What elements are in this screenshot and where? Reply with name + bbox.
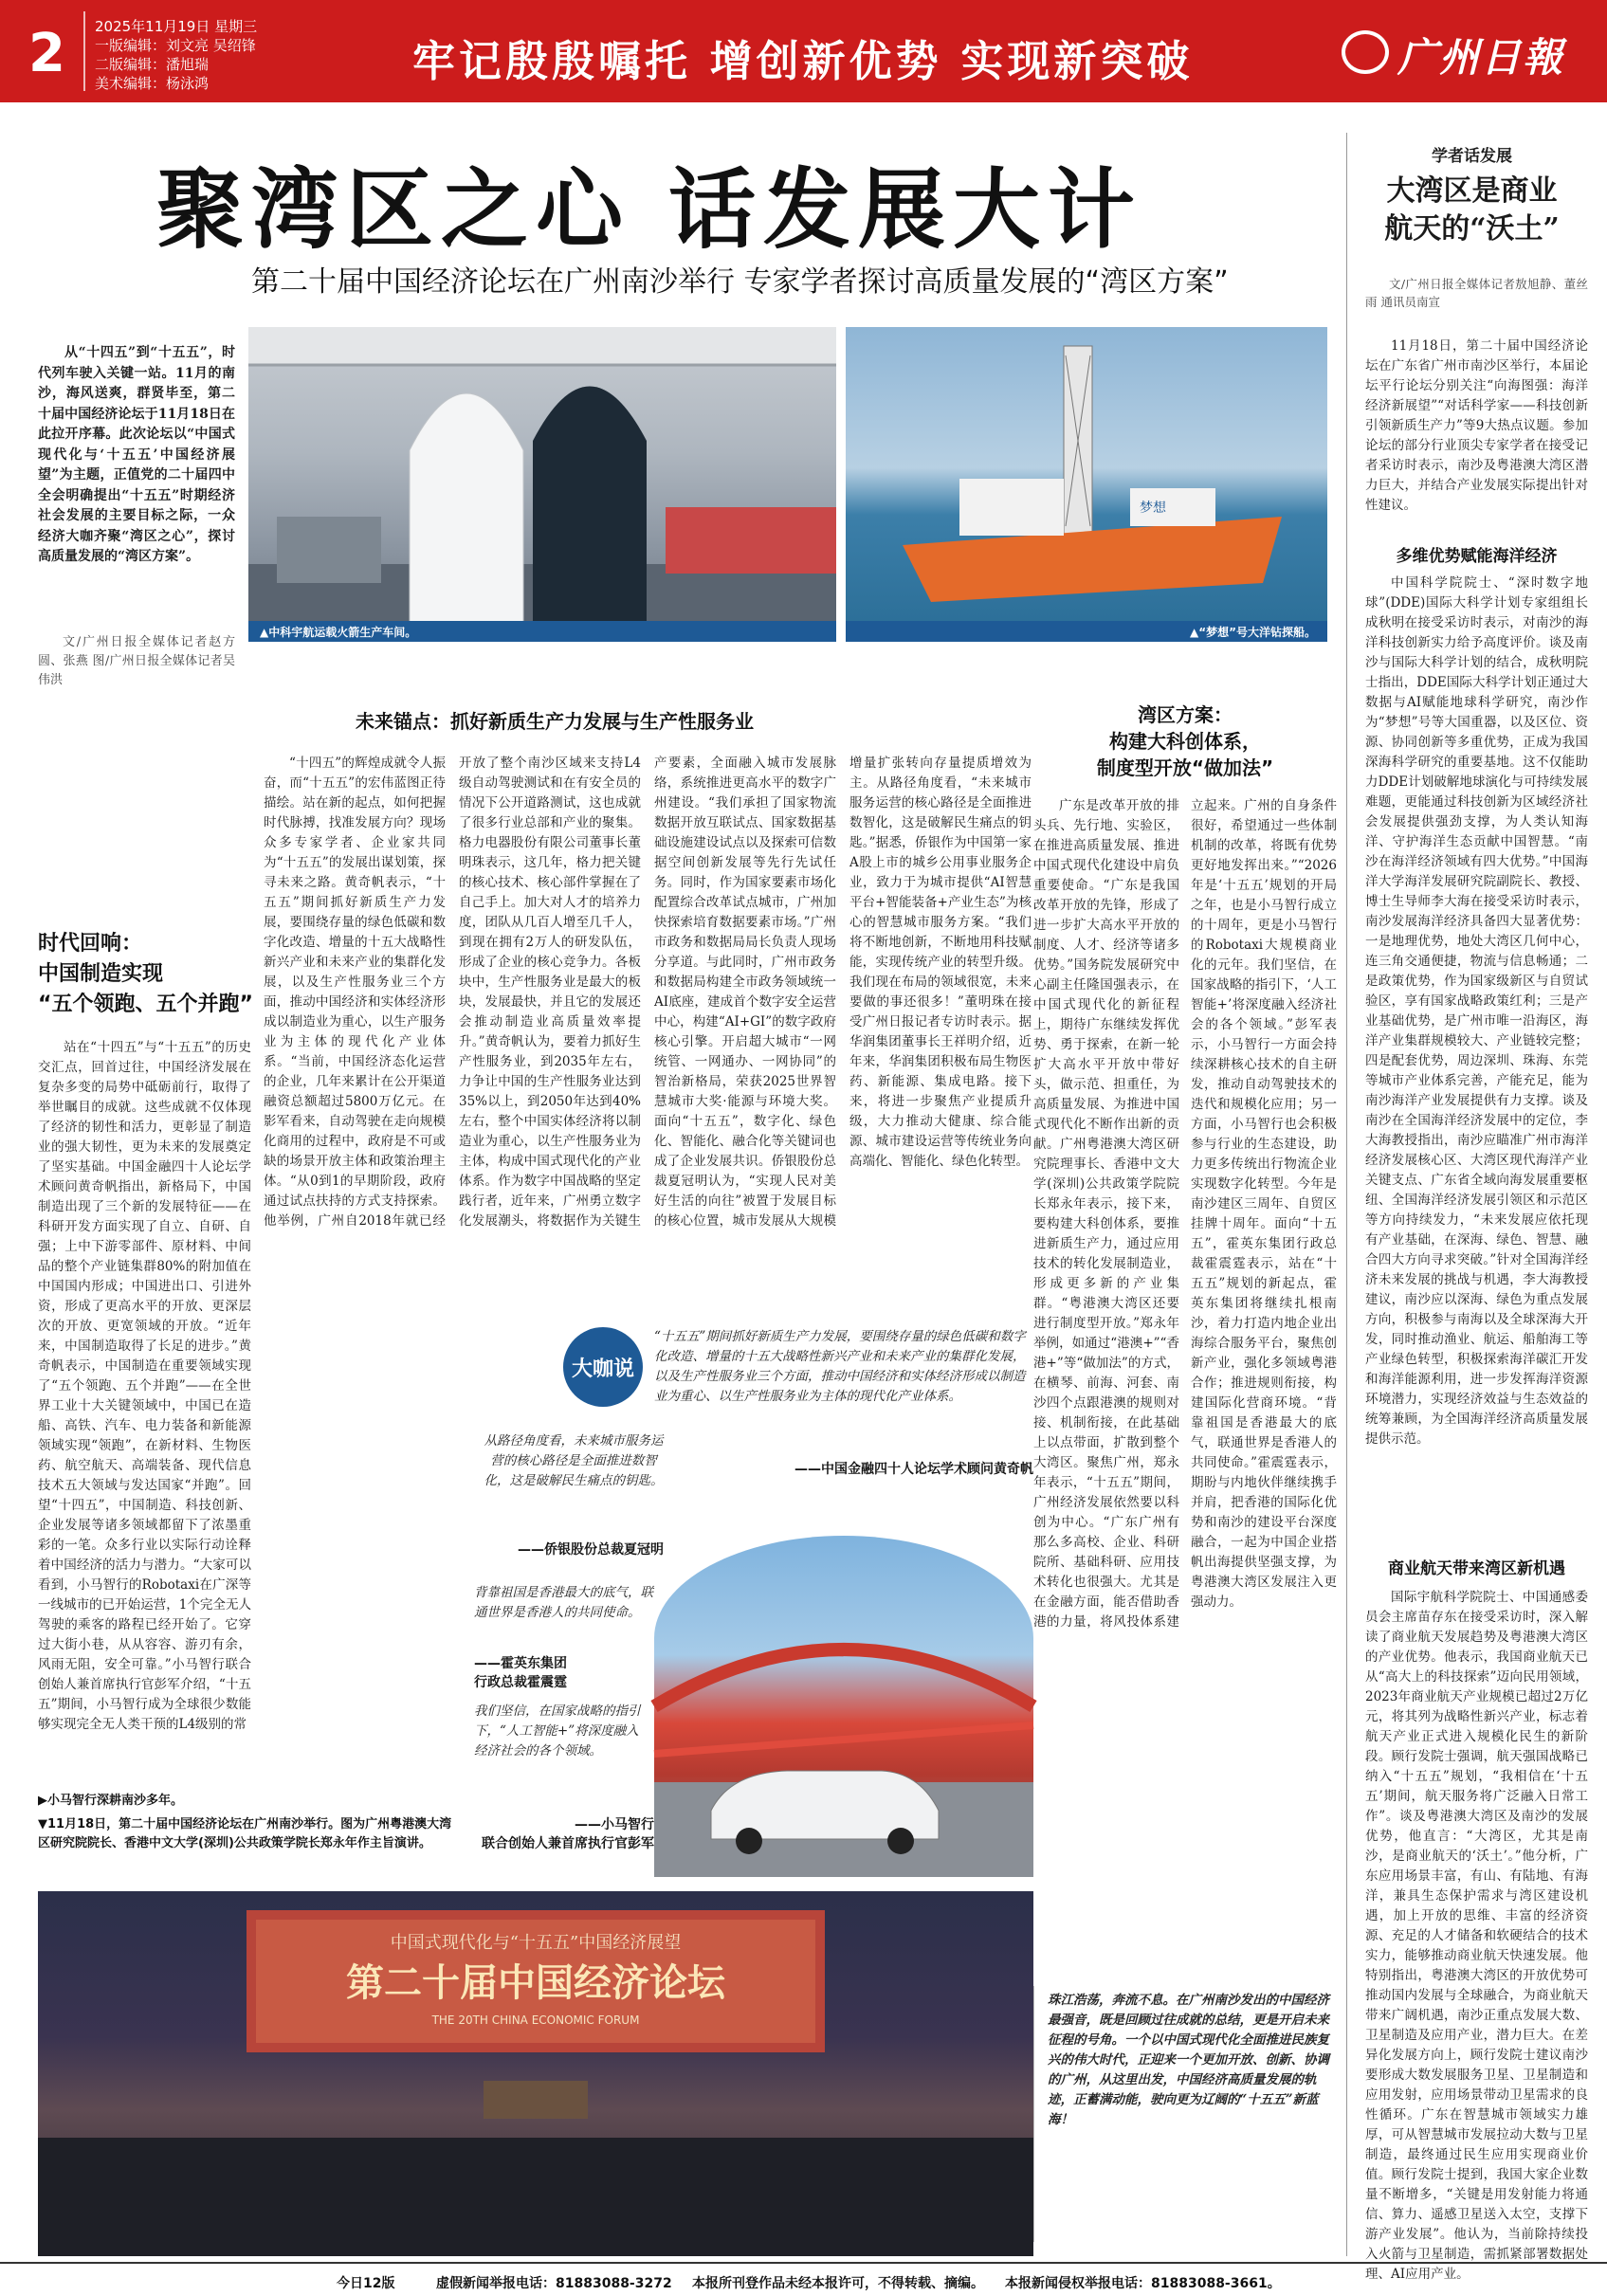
sidebar-divider bbox=[1346, 133, 1347, 2256]
article-body: 中国科学院院士、“深时数字地球”(DDE)国际大科学计划专家组组长成秋明在接受采访时表示，对南沙的海洋科技创新实力给予高度评价。谈及南沙与国际大科学计划的结合，成秋明院士指出，DDE国际大科学计划正通过大数据与AI赋能地球科学研究，南沙作为“梦想”号等大国重器，以及区位、资源、协同创新等多重优势，正成为我国深海科学研究的重要基地。这不仅能助力DDE计划破解地球演化与可持续发展难题，更能通过科技创新为区域经济社会发展提供强劲支撑，为人类认知海洋、守护海洋生态贡献中国智慧。“南沙在海洋经济领域有四大优势。”中国海洋大学海洋发展研究院副院长、教授、博士生导师李大海在接受采访时表示，南沙发展海洋经济具备四大显著优势：一是地理优势，地处大湾区几何中心，连三角交通便捷，物流与信息畅通；二是政策优势，作为国家级新区与自贸试验区，享有国家战略政策红利；三是产业基础优势，是广州市唯一沿海区，海洋产业集群规模较大、产业链较完整；四是配套优势，周边深圳、珠海、东莞等城市产业体系完善，产能充足，能为南沙海洋产业发展提供有力支撑。谈及南沙在全国海洋经济发展中的定位，李大海教授指出，南沙应瞄准广州市海洋经济发展核心区、大湾区现代海洋产业关键支点、广东省全域向海发展重要枢纽、全国海洋经济发展引领区和示范区等方向持续发力，“未来发展应依托现有产业基础，在深海、绿色、智慧、融合四大方向寻求突破。”针对全国海洋经济未来发展的挑战与机遇，李大海教授建议，南沙应以深海、绿色为重点发展方向，积极参与南海以及全球深海大开发，同时推动渔业、航运、船舶海工等产业绿色转型，积极探索海洋碳汇开发和海洋能源利用，进一步发挥海洋资源环境潜力，实现经济效益与生态效益的统筹兼顾，为全国海洋经济高质量发展提供示范。 bbox=[1365, 575, 1588, 1447]
article-body: 站在“十四五”与“十五五”的历史交汇点，回首过往，中国经济发展在复杂多变的局势中砥砺前行，取得了举世瞩目的成就。这些成就不仅体现了经济的韧性和活力，更彰显了制造业的强大韧性，更为未来的发展奠定了坚实基础。中国金融四十人论坛学术顾问黄奇帆指出，新格局下，中国制造出现了三个新的发展特征——在科研开发方面实现了自立、自研、自强；上中下游零部件、原材料、中间品的整个产业链集群80%的附加值在中国国内形成；中国进出口、引进外资，形成了更高水平的开放、更深层次的开放、更宽领域的开放。“近年来，中国制造取得了长足的进步。”黄奇帆表示，中国制造在重要领域实现了“五个领跑、五个并跑”——在全世界工业十大关键领域中，中国已在造船、高铁、汽车、电力装备和新能源领域实现“领跑”，在新材料、生物医药、航空航天、高端装备、现代信息技术五大领域与发达国家“并跑”。回望“十四五”，中国制造、科技创新、企业发展等诸多领域都留下了浓墨重彩的一笔。众多行业以实际行动诠释着中国经济的活力与潜力。“大家可以看到，小马智行的Robotaxi在广深等一线城市的已开始运营，1个完全无人驾驶的乘客的路程已经开始了。它穿过大街小巷，从从容容、游刃有余，风雨无阻，安全可靠。”小马智行联合创始人兼首席执行官彭军介绍，“十五五”期间，小马智行成为全球很少数能够实现完全无人类干预的L4级别的常 bbox=[38, 1040, 251, 1732]
article-body: 11月18日，第二十届中国经济论坛在广东省广州市南沙区举行，本届论坛平行论坛分别关注“向海图强：海洋经济新展望”“对话科学家——科技创新引领新质生产力”等9大热点议题。参加论坛的部分行业顶尖专家学者在接受记者采访时表示，南沙及粤港澳大湾区潜力巨大，并结合产业发展实际提出针对性建议。 bbox=[1365, 338, 1588, 513]
rocket-factory-photo bbox=[248, 327, 836, 640]
stage-text: 第二十届中国经济论坛 bbox=[346, 1960, 725, 2005]
quote-text: “十五五”期间抓好新质生产力发展，要围绕存量的绿色低碳和数字化改造、增量的十五大战略性新兴产业和未来产业的集群化发展，以及生产性服务业三个方面，推动中国经济和实体经济形成以制造业为重心、以生产性服务业为主体的现代化产业体系。 bbox=[654, 1329, 1026, 1404]
newspaper-logo-icon bbox=[1342, 30, 1389, 74]
editor-line: 美术编辑：杨泳鸿 bbox=[95, 75, 210, 92]
footer-hotline: 虚假新闻举报电话：81883088-3272 bbox=[436, 2276, 672, 2291]
section-heading: 未来锚点：抓好新质生产力发展与生产性服务业 bbox=[356, 710, 754, 733]
section-heading: 湾区方案： 构建大科创体系， 制度型开放“做加法” bbox=[1096, 703, 1274, 779]
quote-source: ——小马智行 联合创始人兼首席执行官彭军 bbox=[482, 1817, 654, 1851]
date-line: 2025年11月19日 星期三 bbox=[95, 18, 258, 35]
article-body: 广东是改革开放的排头兵、先行地、实验区，在推进高质量发展、推进中国式现代化建设中肩负重要使命。“广东是我国改革开放的先锋，形成了进一步扩大高水平开放的制度、人才、经济等诸多优势。”国务院发展研究中心副主任隆国强表示，在中国式现代化的新征程上，期待广东继续发挥优势、勇于探索，在新一轮扩大高水平开放中带好头，做示范、担重任，为高质量发展、为推进中国式现代化不断作出新的贡献。广州粤港澳大湾区研究院理事长、香港中文大学(深圳)公共政策学院院长郑永年表示，接下来，要构建大科创体系，要推进新质生产力，通过应用技术的转化发展制造业，形成更多新的产业集群。“粤港澳大湾区还要进行制度型开放。”郑永年举例，如通过“港澳+”“香港+”等“做加法”的方式，在横琴、前海、河套、南沙四个点跟港澳的规则对接、机制衔接，在此基础上以点带面，扩散到整个大湾区。聚焦广州，郑永年表示，“十五五”期间，广州经济发展依然要以科创为中心。“广东广州有那么多高校、企业、科研院所、基础科研、应用技术转化也很强大。尤其是在金融方面，能否借助香港的力量，将风投体系建立起来。广州的自身条件很好，希望通过一些体制机制的改革，将既有优势更好地发挥出来。”“2026年是‘十五五’规划的开局之年，也是小马智行成立的十周年，更是小马智行的Robotaxi大规模商业化的元年。我们坚信，在国家战略的指引下，‘人工智能+’将深度融入经济社会的各个领域。”彭军表示，小马智行一方面会持续深耕核心技术的自主研发，推动自动驾驶技术的迭代和规模化应用；另一方面，小马智行也会积极参与行业的生态建设，助力更多传统出行物流企业实现数字化转型。今年是南沙建区三周年、自贸区挂牌十周年。面向“十五五”，霍英东集团行政总裁霍震霆表示，站在“十五五”规划的新起点，霍英东集团将继续扎根南沙，着力打造内地企业出海综合服务平台，聚焦创新产业，强化多领域粤港合作；推进规则衔接，构建国际化营商环境。“背靠祖国是香港最大的底气，联通世界是香港人的共同使命。”霍震霆表示，期盼与内地伙伴继续携手并肩，把香港的国际化优势和南沙的建设平台深度融合，一起为中国企业搭帆出海提供坚强支撑，为粤港澳大湾区发展注入更强动力。 bbox=[1033, 798, 1337, 1630]
newspaper-logo: 广州日報 bbox=[1397, 34, 1565, 81]
lead-paragraph: 从“十四五”到“十五五”，时代列车驶入关键一站。11月的南沙，海风送爽，群贤毕至，第二十届中国经济论坛于11月18日在此拉开序幕。此次论坛以“中国式现代化与‘十五五’中国经济展望”为主题，正值党的二十届四中全会明确提出“十五五”时期经济社会发展的主要目标之际，一众经济大咖齐聚“湾区之心”，探讨高质量发展的“湾区方案”。 bbox=[38, 345, 235, 564]
page-number: 2 bbox=[28, 23, 65, 84]
page-title: 聚湾区之心 话发展大计 bbox=[156, 158, 1143, 261]
dashuo-badge: 大咖说 bbox=[563, 1327, 643, 1407]
header-slogan: 牢记殷殷嘱托 增创新优势 实现新突破 bbox=[412, 36, 1194, 86]
byline: 文/广州日报全媒体记者赵方圆、张燕 图/广州日报全媒体记者吴伟洪 bbox=[38, 635, 235, 687]
masthead-band bbox=[0, 0, 1607, 102]
quote-source: ——霍英东集团 行政总裁霍震霆 bbox=[474, 1656, 567, 1690]
editor-line: 一版编辑：刘文亮 吴绍锋 bbox=[95, 37, 256, 54]
quote-source: ——侨银股份总裁夏冠明 bbox=[518, 1542, 664, 1558]
footer-infringe-hotline: 本报新闻侵权举报电话：81883088-3661。 bbox=[1005, 2276, 1281, 2291]
article-body: “十四五”的辉煌成就令人振奋，而“十五五”的宏伟蓝图正待描绘。站在新的起点，如何把握时代脉搏，找准发展方向？现场众多专家学者、企业家共同为“十五五”的发展出谋划策，探寻未来之路。黄奇帆表示，“十五五”期间抓好新质生产力发展，要围绕存量的绿色低碳和数字化改造、增量的十五大战略性新兴产业和未来产业的集群化发展，以及生产性服务业三个方面，推动中国经济和实体经济形成以制造业为重心，以生产服务业为主体的现代化产业体系。“当前，中国经济态化运营的企业，几年来累计在公开渠道融资总额超过5800万亿元。在影军看来，自动驾驶在走向规模化商用的过程中，政府是不可或缺的场景开放主体和政策治理主体。“从0到1的早期阶段，政府通过试点扶持的方式支持探索。他举例，广州自2018年就已经开放了整个南沙区域来支持L4级自动驾驶测试和在有安全员的情况下公开道路测试，这也成就了很多行业总部和产业的聚集。格力电器股份有限公司董事长董明珠表示，这几年，格力把关键的核心技术、核心部件掌握在了自己手上。加大对人才的培养力度，团队从几百人增至几千人，到现在拥有2万人的研发队伍，形成了企业的核心竞争力。各板块中，生产性服务业是最大的板块，发展最快，并且它的发展还会推动制造业高质量效率提升。”黄奇帆认为，要着力抓好生产性服务业，到2035年左右，力争让中国的生产性服务业达到35%以上，到2050年达到40%左右，整个中国实体经济将以制造业为重心，以生产性服务业为主体，构成中国式现代化的产业体系。作为数字中国战略的坚定践行者，近年来，广州勇立数字化发展潮头，将数据作为关键生产要素，全面融入城市发展脉络，系统推进更高水平的数字广州建设。“我们承担了国家物流数据开放互联试点、国家数据基础设施建设试点以及探索可信数据空间创新发展等先行先试任务。同时，作为国家要素市场化配置综合改革试点城市，广州加快探索培育数据要素市场。”广州市政务和数据局局长负责人现场分享道。与此同时，广州市政务和数据局构建全市政务领域统一AI底座，建成首个数字安全运营中心，构建“AI+GI”的数字政府核心引擎。开启超大城市“一网统管、一网通办、一网协同”的智治新格局，荣获2025世界智慧城市大奖·能源与环境大奖。面向“十五五”，数字化、绿色化、智能化、融合化等关键词也成了企业发展共识。侨银股份总裁夏冠明认为，“实现人民对美好生活的向往”被置于发展目标的核心位置，城市发展从大规模增量扩张转向存量提质增效为主。从路径角度看，“未来城市服务运营的核心路径是全面推进数智化，这是破解民生痛点的钥匙。”据悉，侨银作为中国第一家A股上市的城乡公用事业服务企业，致力于为城市提供“AI智慧平台+智能装备+产业生态”为核心的智慧城市服务方案。“我们将不断地创新，不断地用科技赋能，实现传统产业的转型升级。我们现在布局的领域很宽，未来要做的事还很多！”董明珠在接受广州日报记者专访时表示。据华润集团董事长王祥明介绍，近年来，华润集团积极布局生物医药、新能源、集成电路。接下来，将进一步聚焦产业提质升级，大力推动大健康、综合能源、城市建设运营等传统业务向高端化、智能化、绿色化转型。 bbox=[264, 756, 1032, 1229]
sidebar-kicker: 学者话发展 bbox=[1432, 147, 1512, 166]
quote-text: 从路径角度看，未来城市服务运营的核心路径是全面推进数智化，这是破解民生痛点的钥匙。 bbox=[484, 1433, 664, 1488]
robotaxi-photo bbox=[654, 1536, 1033, 1877]
stage-text: 中国式现代化与“十五五”中国经济展望 bbox=[390, 1933, 682, 1953]
footer-copyright: 本报所刊登作品未经本报许可，不得转载、摘编。 bbox=[692, 2276, 984, 2291]
stage-text: THE 20TH CHINA ECONOMIC FORUM bbox=[431, 2014, 640, 2027]
page-subtitle: 第二十届中国经济论坛在广州南沙举行 专家学者探讨高质量发展的“湾区方案” bbox=[251, 265, 1229, 299]
photo-caption: ▲中科宇航运载火箭生产车间。 bbox=[248, 621, 836, 642]
footer-pages: 今日12版 bbox=[337, 2276, 395, 2291]
byline: 文/广州日报全媒体记者敖旭静、董丝雨 通讯员南宣 bbox=[1365, 277, 1588, 309]
section-heading: 时代回响： 中国制造实现 “五个领跑、五个并跑” bbox=[38, 932, 253, 1016]
closing-text: 珠江浩荡，奔流不息。在广州南沙发出的中国经济最强音，既是回顾过往成就的总结，更是开启未来征程的号角。一个以中国式现代化全面推进民族复兴的伟大时代，正迎来一个更加开放、创新、协调的广州，从这里出发，中国经济高质量发展的轨迹，正蓄满动能，驶向更为辽阔的“十五五”新蓝海！ bbox=[1048, 1993, 1329, 2127]
photo-caption: ▲“梦想”号大洋钻探船。 bbox=[846, 621, 1327, 642]
photo-caption: ▶小马智行深耕南沙多年。 bbox=[38, 1794, 183, 1808]
header-divider bbox=[83, 11, 85, 91]
quote-text: 背靠祖国是香港最大的底气，联通世界是香港人的共同使命。 bbox=[474, 1585, 653, 1620]
edition-info bbox=[95, 17, 257, 93]
photo-caption: ▼11月18日，第二十届中国经济论坛在广州南沙举行。图为广州粤港澳大湾区研究院院长、香港中文大学(深圳)公共政策学院长郑永年作主旨演讲。 bbox=[38, 1817, 452, 1850]
article-body: 国际宇航科学院院士、中国通感委员会主席苗存东在接受采访时，深入解读了商业航天发展趋势及粤港澳大湾区的产业优势。他表示，我国商业航天已从“高大上的科技探索”迈向民用领域，2023年商业航天产业规模已超过2万亿元，将其列为战略性新兴产业，标志着航天产业正式进入规模化民生的新阶段。顾行发院士强调，航天强国战略已纳入“十五五”规划，“我相信在‘十五五’期间，航天服务将广泛融入日常工作”。谈及粤港澳大湾区及南沙的发展优势，他直言：“大湾区，尤其是南沙，是商业航天的‘沃土’。”他分析，广东应用场景丰富，有山、有陆地、有海洋，兼具生态保护需求与湾区建设机遇，加上开放的思维、丰富的经济资源、充足的人才储备和软硬结合的技术实力，能够推动商业航天快速发展。他特别指出，粤港澳大湾区的开放优势可推动国内发展与全球融合，为商业航天带来广阔机遇，南沙正重点发展大数、卫星制造及应用产业，潜力巨大。在差异化发展方向上，顾行发院士建议南沙要形成大数发展服务卫星、卫星制造和应用发射，应用场景带动卫星需求的良性循环。广东在智慧城市领域实力雄厚，可从智慧城市发展拉动大数与卫星制造，最终通过民生应用实现商业价值。顾行发院士提到，我国大家企业数量不断增多，“关键是用发射能力将通信、算力、遥感卫星送入太空，支撑下游产业发展”。他认为，当前除持续投入火箭与卫星制造，需抓紧部署数据处理、AI应用产业。 bbox=[1365, 1590, 1588, 2282]
quote-source: ——中国金融四十人论坛学术顾问黄奇帆 bbox=[794, 1462, 1033, 1477]
page-footer bbox=[0, 2262, 1607, 2296]
drilling-ship-photo bbox=[846, 327, 1327, 640]
quote-text: 我们坚信，在国家战略的指引下，“人工智能+”将深度融入经济社会的各个领域。 bbox=[474, 1704, 641, 1758]
sidebar-title: 大湾区是商业 航天的“沃土” bbox=[1384, 174, 1560, 246]
section-heading: 商业航天带来湾区新机遇 bbox=[1388, 1559, 1565, 1578]
section-heading: 多维优势赋能海洋经济 bbox=[1396, 547, 1558, 566]
ship-name-label: 梦想 bbox=[1140, 501, 1166, 516]
editor-line: 二版编辑：潘旭瑞 bbox=[95, 56, 210, 73]
forum-stage-photo bbox=[38, 1891, 1033, 2256]
